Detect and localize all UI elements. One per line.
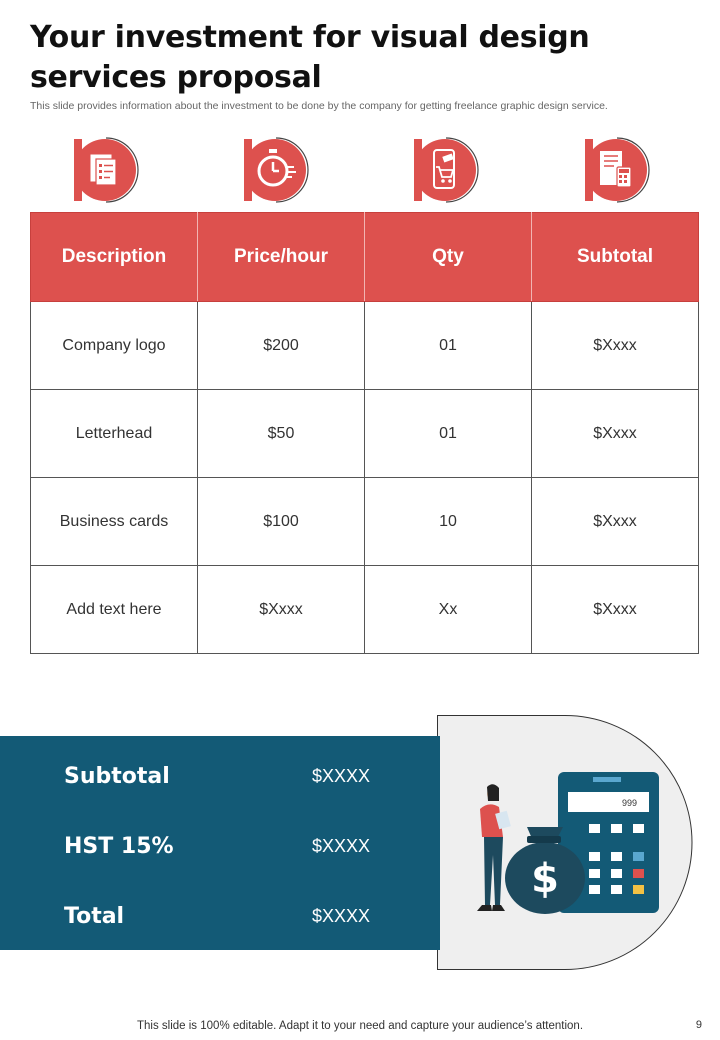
table-cell: Company logo [31,302,198,390]
table-cell: Letterhead [31,390,198,478]
document-checklist-icon [72,137,140,203]
table-cell: $Xxxx [532,478,699,566]
table-cell: $Xxxx [532,566,699,654]
table-cell: $200 [198,302,365,390]
column-header: Qty [365,213,532,302]
hst-value: $XXXX [312,836,371,856]
page-number: 9 [695,1019,702,1031]
table-row [31,302,699,390]
invoice-calculator-icon [583,137,651,203]
table-cell: 01 [365,390,532,478]
table-cell: Business cards [31,478,198,566]
table-cell: $Xxxx [198,566,365,654]
table-cell: 01 [365,302,532,390]
table-cell: $Xxxx [532,302,699,390]
summary-band [0,736,440,950]
column-header: Price/hour [198,213,365,302]
table-cell: 10 [365,478,532,566]
calculator-display: 999 [621,798,637,808]
total-value: $XXXX [312,906,371,926]
dollar-sign: $ [531,856,559,902]
table-cell: $Xxxx [532,390,699,478]
subtotal-value: $XXXX [312,766,371,786]
footer-note: This slide is 100% editable. Adapt it to your need and capture your audience’s attention. [136,1020,584,1032]
total-label: Total [64,904,125,929]
hst-label: HST 15% [64,834,174,859]
table-row [31,478,699,566]
table-header-row [31,213,699,302]
page-subtitle: This slide provides information about the investment to be done by the company for getting freelance graphic design service. [30,100,608,112]
page-title: Your investment for visual design services proposal [30,20,590,95]
pricing-table [30,212,699,654]
table-cell: Add text here [31,566,198,654]
table-row [31,566,699,654]
illustration-panel [437,715,693,970]
table-cell: $100 [198,478,365,566]
table-cell: $50 [198,390,365,478]
table-cell: Xx [365,566,532,654]
column-header: Subtotal [532,213,699,302]
subtotal-label: Subtotal [64,764,170,789]
mobile-cart-icon [412,137,480,203]
stopwatch-icon [242,137,310,203]
table-row [31,390,699,478]
column-header: Description [31,213,198,302]
